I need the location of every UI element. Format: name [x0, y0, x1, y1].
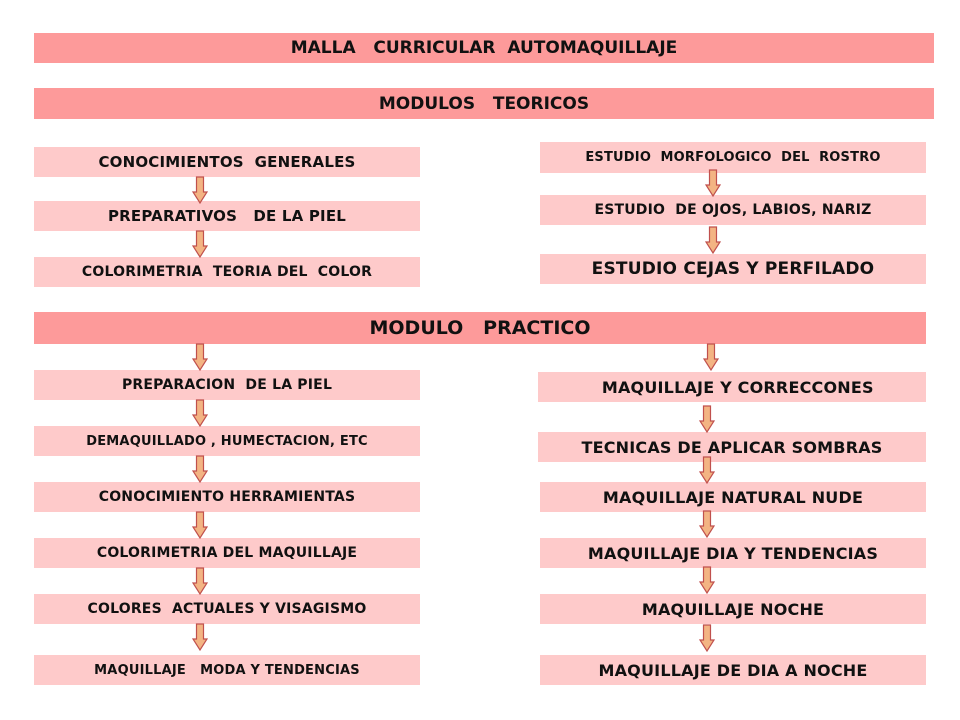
- theory-left-label: COLORIMETRIA TEORIA DEL COLOR: [81, 264, 373, 280]
- down-arrow-icon: [192, 343, 208, 371]
- practice-left-box: [34, 594, 420, 624]
- practice-right-box: [538, 372, 926, 402]
- down-arrow-icon: [699, 624, 715, 652]
- down-arrow-icon: [699, 510, 715, 538]
- theory-right-label: ESTUDIO DE OJOS, LABIOS, NARIZ: [594, 202, 872, 218]
- practice-right-label: MAQUILLAJE DIA Y TENDENCIAS: [587, 543, 879, 563]
- theory-header-bar: [34, 88, 934, 119]
- down-arrow-icon: [705, 169, 721, 197]
- practice-right-label: MAQUILLAJE Y CORRECCONES: [590, 377, 874, 397]
- practice-left-box: [34, 426, 420, 456]
- practice-left-box: [34, 538, 420, 568]
- theory-left-box: [34, 147, 420, 177]
- practice-left-box: [34, 370, 420, 400]
- title-text: MALLA CURRICULAR AUTOMAQUILLAJE: [290, 38, 678, 58]
- practice-left-box: [34, 482, 420, 512]
- down-arrow-icon: [699, 566, 715, 594]
- down-arrow-icon: [192, 230, 208, 258]
- practice-right-box: [540, 655, 926, 685]
- practice-right-label: MAQUILLAJE NATURAL NUDE: [602, 487, 864, 507]
- practice-right-box: [540, 538, 926, 568]
- theory-left-label: CONOCIMIENTOS GENERALES: [98, 153, 356, 171]
- practice-left-label: COLORIMETRIA DEL MAQUILLAJE: [96, 545, 358, 561]
- down-arrow-icon: [192, 567, 208, 595]
- practice-right-label: MAQUILLAJE NOCHE: [641, 599, 825, 619]
- practice-left-label: CONOCIMIENTO HERRAMIENTAS: [98, 489, 356, 505]
- title-bar: [34, 33, 934, 63]
- practice-left-box: [34, 655, 420, 685]
- theory-right-label: ESTUDIO MORFOLOGICO DEL ROSTRO: [585, 150, 881, 165]
- theory-left-box: [34, 201, 420, 231]
- down-arrow-icon: [192, 623, 208, 651]
- practice-header-text: MODULO PRACTICO: [369, 317, 591, 339]
- practice-header-bar: [34, 312, 926, 344]
- theory-right-box: [540, 195, 926, 225]
- down-arrow-icon: [699, 456, 715, 484]
- practice-right-box: [538, 432, 926, 462]
- practice-left-label: MAQUILLAJE MODA Y TENDENCIAS: [94, 662, 360, 678]
- practice-left-label: PREPARACION DE LA PIEL: [121, 377, 333, 393]
- theory-left-label: PREPARATIVOS DE LA PIEL: [107, 207, 347, 225]
- practice-left-label: COLORES ACTUALES Y VISAGISMO: [87, 601, 367, 617]
- down-arrow-icon: [192, 455, 208, 483]
- practice-right-label: MAQUILLAJE DE DIA A NOCHE: [598, 660, 868, 680]
- practice-right-box: [540, 594, 926, 624]
- down-arrow-icon: [705, 226, 721, 254]
- down-arrow-icon: [192, 511, 208, 539]
- down-arrow-icon: [192, 399, 208, 427]
- theory-right-label: ESTUDIO CEJAS Y PERFILADO: [591, 259, 875, 279]
- theory-right-box: [540, 142, 926, 173]
- theory-right-box: [540, 254, 926, 284]
- practice-right-label: TECNICAS DE APLICAR SOMBRAS: [581, 437, 883, 457]
- practice-left-label: DEMAQUILLADO , HUMECTACION, ETC: [86, 433, 368, 449]
- down-arrow-icon: [192, 176, 208, 204]
- practice-right-box: [540, 482, 926, 512]
- theory-left-box: [34, 257, 420, 287]
- theory-header-text: MODULOS TEORICOS: [378, 93, 590, 114]
- down-arrow-icon: [703, 343, 719, 371]
- down-arrow-icon: [699, 405, 715, 433]
